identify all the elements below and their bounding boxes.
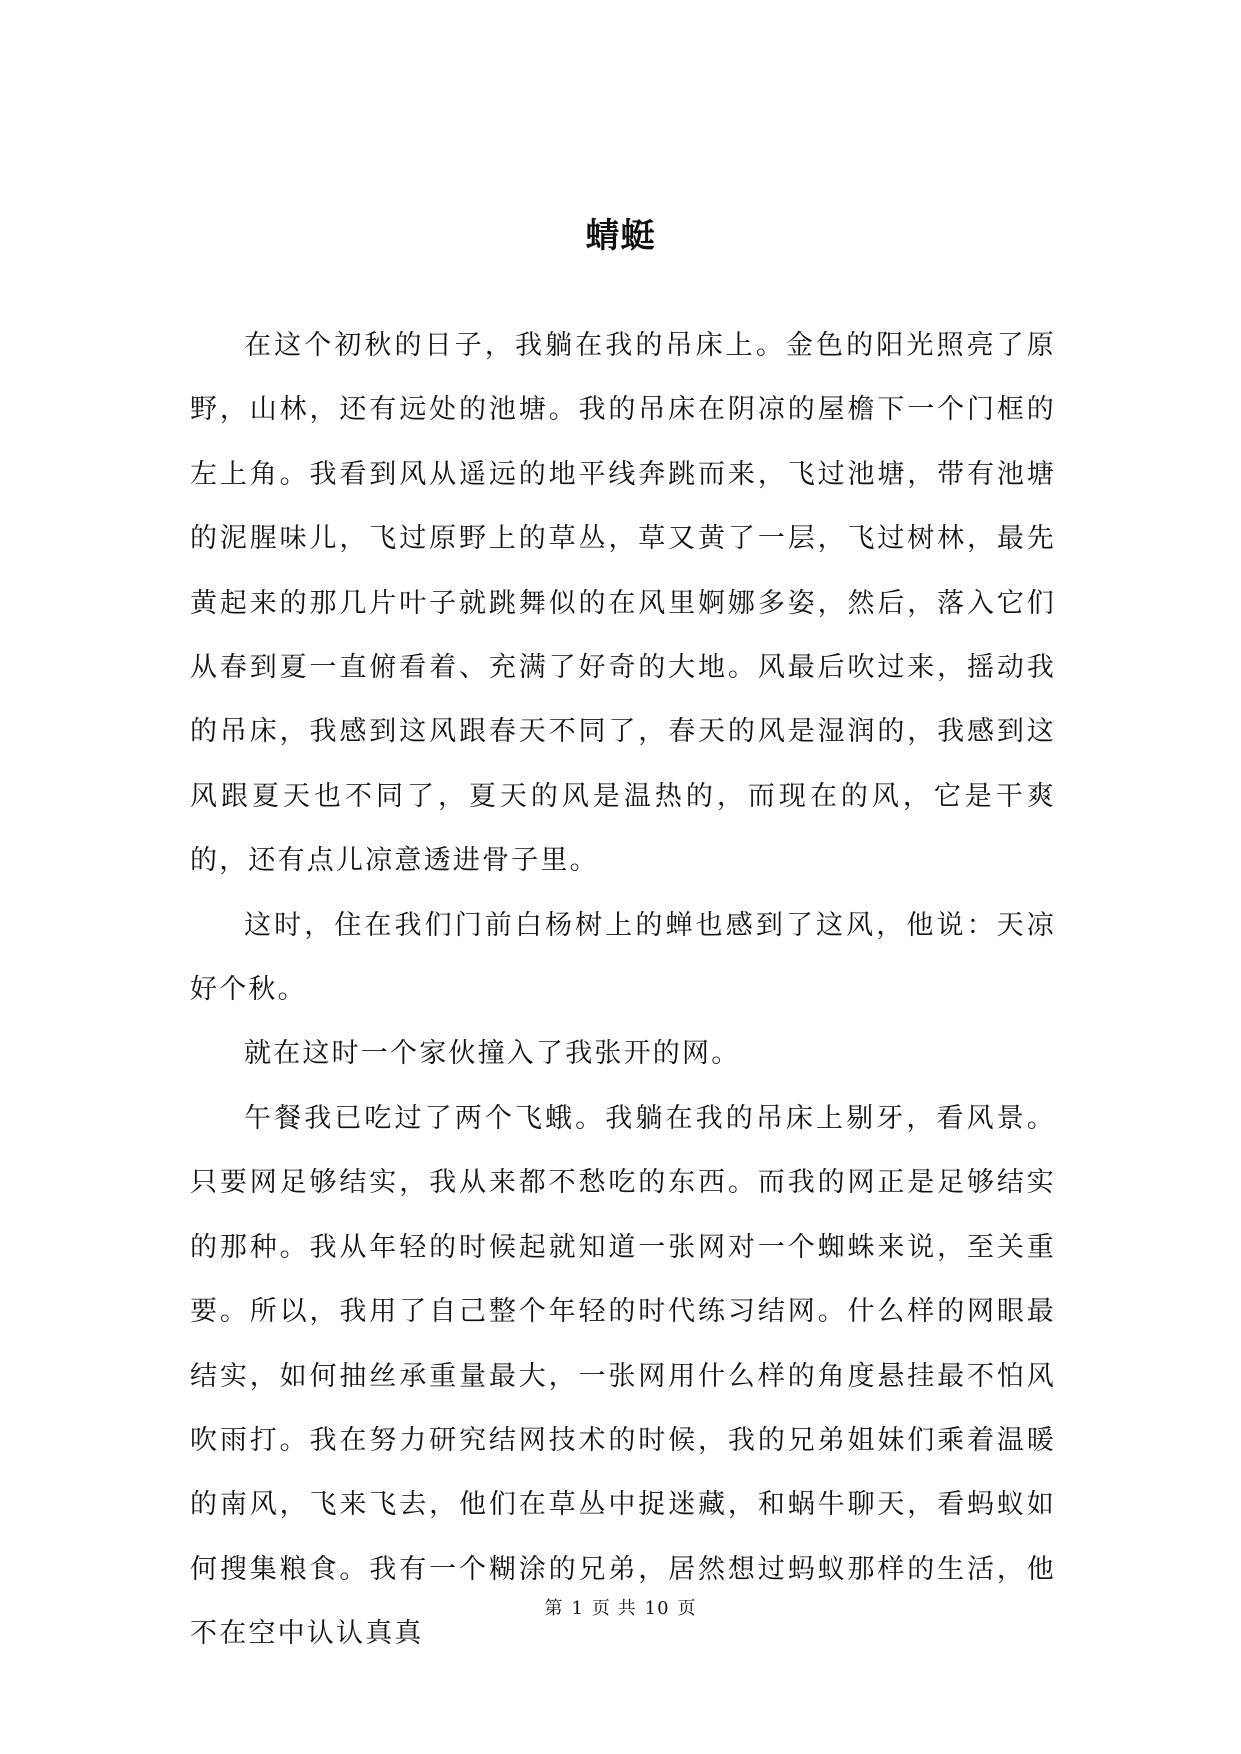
paragraph-2: 这时，住在我们门前白杨树上的蝉也感到了这风，他说：天凉好个秋。 (190, 909, 1056, 1006)
page-footer (0, 1596, 1241, 1622)
total-page-count: 10 (644, 1598, 670, 1619)
footer-prefix: 第 (544, 1598, 564, 1619)
current-page-number: 1 (571, 1598, 584, 1619)
footer-middle: 页 共 (591, 1598, 637, 1619)
paragraph-1: 在这个初秋的日子，我躺在我的吊床上。金色的阳光照亮了原野，山林，还有远处的池塘。我的吊床在阴凉的屋檐下一个门框的左上角。我看到风从遥远的地平线奔跳而来，飞过池塘，带有池塘的泥腥味儿，飞过原野上的草丛，草又黄了一层，飞过树林，最先黄起来的那几片叶子就跳舞似的在风里婀娜多姿，然后，落入它们从春到夏一直俯看着、充满了好奇的大地。风最后吹过来，摇动我的吊床，我感到这风跟春天不同了，春天的风是湿润的，我感到这风跟夏天也不同了，夏天的风是温热的，而现在的风，它是干爽的，还有点儿凉意透进骨子里。 (190, 330, 1056, 877)
paragraph-4: 午餐我已吃过了两个飞蛾。我躺在我的吊床上剔牙，看风景。只要网足够结实，我从来都不愁吃的东西。而我的网正是足够结实的那种。我从年轻的时候起就知道一张网对一个蜘蛛来说，至关重要。所以，我用了自己整个年轻的时代练习结网。什么样的网眼最结实，如何抽丝承重量最大，一张网用什么样的角度悬挂最不怕风吹雨打。我在努力研究结网技术的时候，我的兄弟姐妹们乘着温暖的南风，飞来飞去，他们在草丛中捉迷藏，和蜗牛聊天，看蚂蚁如何搜集粮食。我有一个糊涂的兄弟，居然想过蚂蚁那样的生活，他不在空中认认真真 (190, 1102, 1056, 1650)
footer-suffix: 页 (677, 1598, 697, 1619)
document-title: 蜻蜓 (585, 215, 656, 256)
document-body (190, 314, 1056, 1667)
paragraph-3: 就在这时一个家伙撞入了我张开的网。 (244, 1038, 741, 1070)
